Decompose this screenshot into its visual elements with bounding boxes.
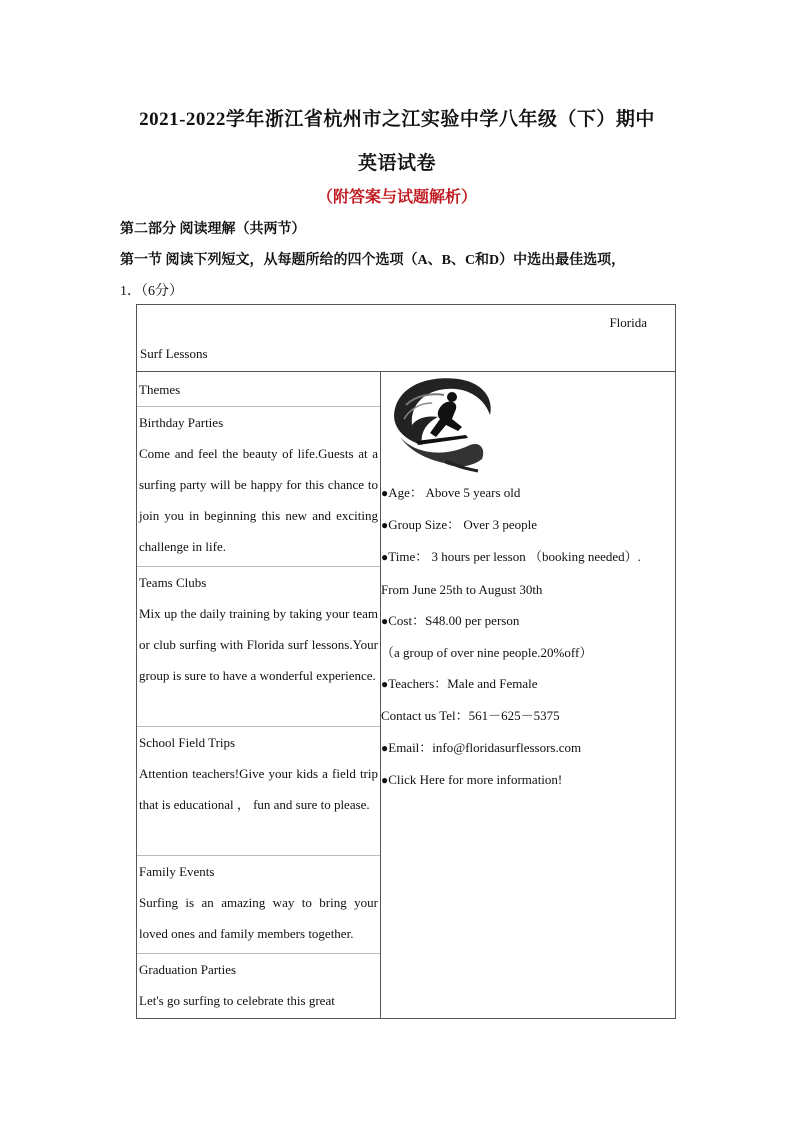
theme-cell-school <box>137 727 380 856</box>
info-discount: （a group of over nine people.20%off） <box>381 645 593 661</box>
bullet-icon: ● <box>381 740 389 755</box>
info-cost: ●Cost：S48.00 per person <box>381 612 520 628</box>
header-surf-lessons: Surf Lessons <box>140 346 208 361</box>
info-teachers: ●Teachers：Male and Female <box>381 676 538 692</box>
info-time: ●Time： 3 hours per lesson （booking needed）. <box>381 549 641 565</box>
theme-text: Let's go surfing to celebrate this great <box>139 993 335 1008</box>
theme-cell-birthday <box>137 407 380 567</box>
theme-cell-family <box>137 856 380 954</box>
info-column <box>381 371 675 1018</box>
theme-text: Attention teachers!Give your kids a field trip that is educational ， fun and sure to please. <box>139 766 378 812</box>
lesson-info <box>381 477 681 796</box>
theme-text: Surfing is an amazing way to bring your loved ones and family members together. <box>139 895 378 941</box>
info-click-here[interactable]: ●Click Here for more information! <box>381 771 563 787</box>
page-subtitle: （附答案与试题解析） <box>316 189 477 206</box>
bullet-icon: ● <box>381 550 389 565</box>
section-part-heading: 第二部分 阅读理解（共两节） <box>120 222 306 237</box>
bullet-icon: ● <box>381 518 389 533</box>
themes-column <box>137 371 381 1018</box>
question-number: 1．（6分） <box>120 284 183 299</box>
surfer-wave-image <box>386 375 496 475</box>
theme-title: School Field Trips <box>139 735 236 750</box>
theme-title: Teams Clubs <box>139 575 207 590</box>
header-florida: Florida <box>609 315 647 330</box>
page-title-line2: 英语试卷 <box>357 153 436 174</box>
surf-lessons-table <box>136 304 676 1019</box>
themes-label: Themes <box>139 382 181 397</box>
theme-text: Mix up the daily training by taking your team or club surfing with Florida surf lessons.Your group is sure to have a wonderful experience. <box>139 606 378 683</box>
bullet-icon: ● <box>381 613 389 628</box>
theme-title: Family Events <box>139 864 215 879</box>
info-age: ●Age： Above 5 years old <box>381 485 521 500</box>
page-title-line1: 2021-2022学年浙江省杭州市之江实验中学八年级（下）期中 <box>139 109 655 130</box>
info-group-size: ●Group Size： Over 3 people <box>381 517 537 533</box>
bullet-icon: ● <box>381 486 389 500</box>
theme-cell-graduation <box>137 954 380 1020</box>
info-contact: Contact us Tel：561－625－5375 <box>381 708 560 724</box>
bullet-icon: ● <box>381 677 389 692</box>
table-header-cell <box>137 305 675 372</box>
theme-text: Come and feel the beauty of life.Guests at a surfing party will be happy for this chance to join you in beginning this new and exciting challenge in life. <box>139 446 378 554</box>
theme-title: Graduation Parties <box>139 962 237 977</box>
info-dates: From June 25th to August 30th <box>381 581 543 597</box>
theme-title: Birthday Parties <box>139 415 224 430</box>
section-instruction: 第一节 阅读下列短文，从每题所给的四个选项（A、B、C和D）中选出最佳选项， <box>120 253 626 268</box>
themes-label-cell <box>137 371 380 407</box>
theme-cell-teams <box>137 567 380 727</box>
bullet-icon: ● <box>381 772 389 787</box>
info-email: ●Email：info@floridasurflessors.com <box>381 739 582 755</box>
